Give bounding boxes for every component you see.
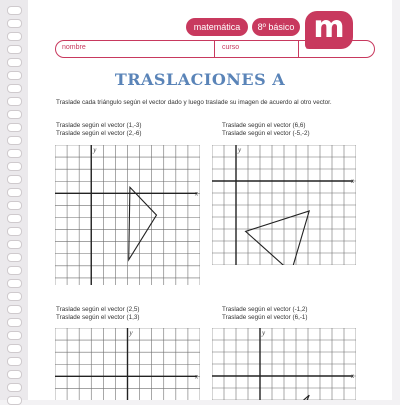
exercise-3-grid — [55, 328, 200, 400]
exercise-1-vector-2: Traslade según el vector (2,-6) — [56, 129, 142, 137]
date-field-label: fecha — [306, 44, 324, 51]
exercise-2-y-label: y — [238, 146, 242, 154]
binding-hole — [7, 123, 22, 132]
binding-hole — [7, 175, 22, 184]
exercise-3-vector-1: Traslade según el vector (2,5) — [56, 306, 140, 313]
page-title: TRASLACIONES A — [114, 70, 286, 89]
subject-badge: matemática — [186, 18, 248, 36]
instruction-text: Traslade cada triángulo según el vector dado y luego traslade su imagen de acuerdo al otro vector. — [56, 99, 332, 106]
brand-logo: m — [305, 11, 353, 49]
exercise-3-y-label: y — [129, 329, 133, 337]
binding-hole — [7, 162, 22, 171]
header-bar — [186, 18, 304, 36]
binding-hole — [7, 305, 22, 314]
exercise-1-instructions — [56, 122, 142, 137]
triangle-shape — [129, 187, 157, 260]
binding-hole — [7, 214, 22, 223]
triangle-shape — [246, 211, 310, 265]
exercise-2-vector-2: Traslade según el vector (-5,-2) — [222, 129, 310, 137]
binding-hole — [7, 292, 22, 301]
binding-hole — [7, 279, 22, 288]
binding-hole — [7, 45, 22, 54]
exercise-4-grid — [212, 328, 356, 400]
binding-hole — [7, 201, 22, 210]
triangle-shape — [262, 395, 309, 400]
binding-hole — [7, 396, 22, 405]
binding-hole — [7, 110, 22, 119]
field-divider — [214, 41, 215, 57]
binding-hole — [7, 58, 22, 67]
notebook-binding — [0, 0, 28, 400]
exercise-4-vector-1: Traslade según el vector (-1,2) — [222, 306, 308, 313]
exercise-2-x-label: x — [351, 177, 355, 185]
exercise-3-x-label: x — [195, 372, 199, 381]
exercise-1-x-label: x — [195, 189, 199, 198]
binding-hole — [7, 136, 22, 145]
binding-hole — [7, 188, 22, 197]
binding-hole — [7, 97, 22, 106]
binding-hole — [7, 383, 22, 392]
course-field-label: curso — [222, 44, 240, 51]
binding-hole — [7, 344, 22, 353]
exercise-3-vector-2: Traslade según el vector (1,3) — [56, 313, 140, 321]
binding-hole — [7, 331, 22, 340]
name-field-label: nombre — [62, 44, 86, 51]
binding-hole — [7, 266, 22, 275]
exercise-3-instructions — [56, 306, 139, 321]
binding-hole — [7, 32, 22, 41]
exercise-2-grid — [212, 145, 356, 265]
exercise-1-vector-1: Traslade según el vector (1,-3) — [56, 122, 142, 129]
binding-hole — [7, 6, 22, 15]
field-divider — [298, 41, 299, 57]
exercise-4-vector-2: Traslade según el vector (6,-1) — [222, 313, 308, 321]
binding-hole — [7, 318, 22, 327]
binding-hole — [7, 357, 22, 366]
exercise-4-instructions — [222, 306, 308, 321]
exercise-1-grid — [55, 145, 200, 285]
binding-hole — [7, 19, 22, 28]
grade-badge: 8º básico — [252, 18, 300, 36]
exercise-1-y-label: y — [93, 146, 97, 154]
binding-hole — [7, 227, 22, 236]
binding-hole — [7, 370, 22, 379]
exercise-4-x-label: x — [351, 372, 355, 380]
exercise-2-instructions — [222, 122, 310, 137]
binding-hole — [7, 253, 22, 262]
student-info-row — [55, 40, 375, 58]
exercise-2-vector-1: Traslade según el vector (6,6) — [222, 122, 306, 129]
exercise-4-y-label: y — [262, 329, 266, 337]
binding-hole — [7, 149, 22, 158]
binding-hole — [7, 240, 22, 249]
